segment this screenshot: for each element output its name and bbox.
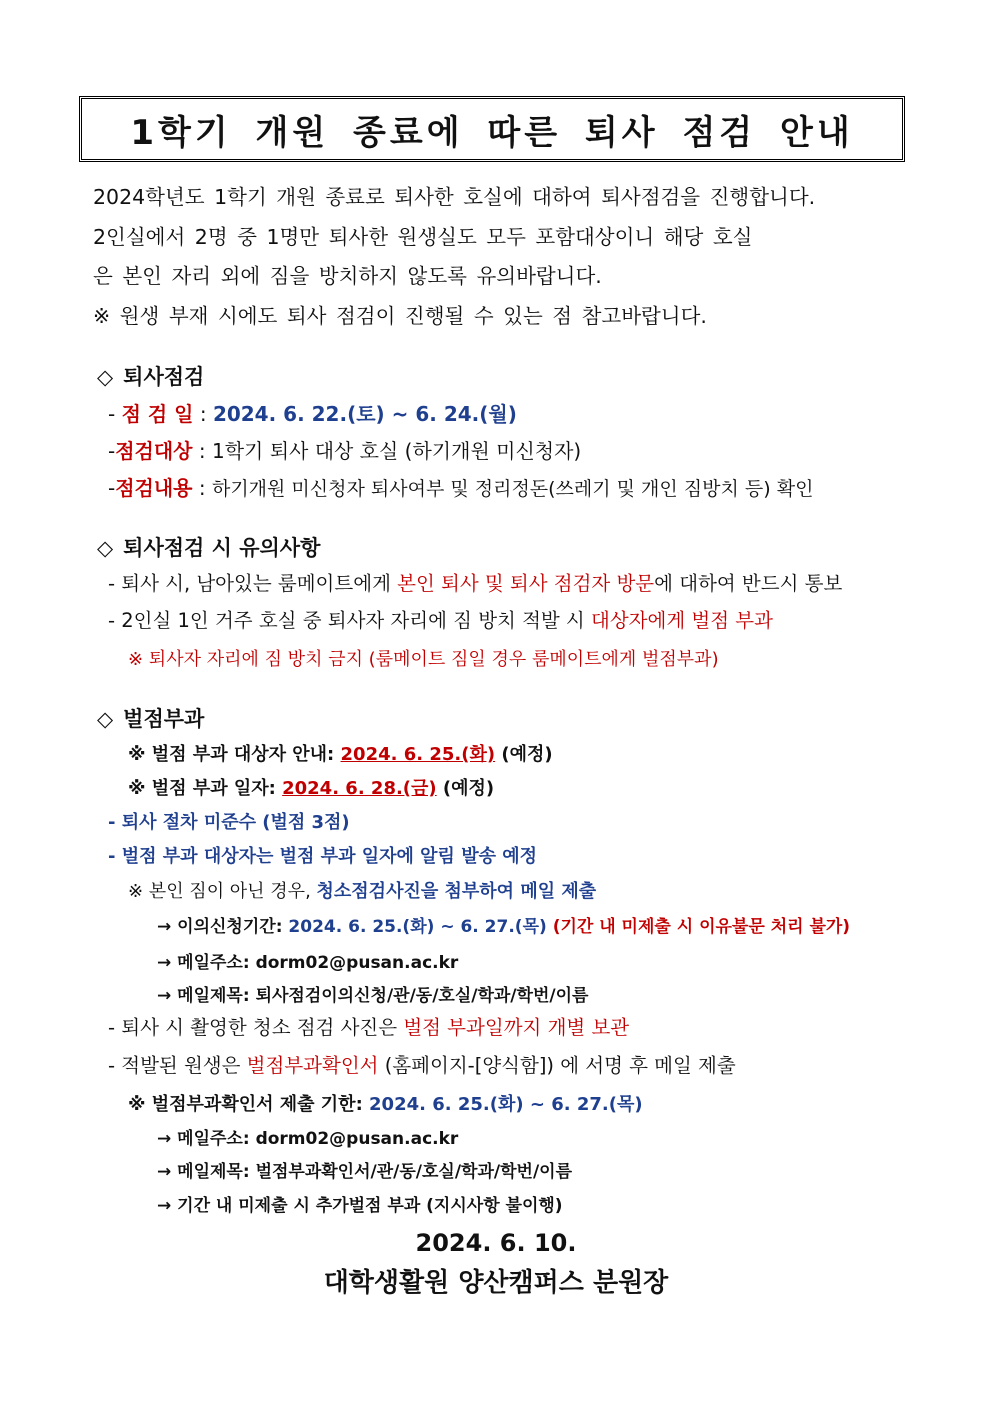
precaution-item-2: - 2인실 1인 거주 호실 중 퇴사자 자리에 짐 방치 적발 시 대상자에게 벌점 부과 — [108, 609, 773, 632]
inspection-date-label: 점 검 일 — [121, 402, 194, 426]
penalty-detail-1: - 퇴사 절차 미준수 (벌점 3점) — [108, 812, 350, 833]
penalty-notice-date: ※ 벌점 부과 대상자 안내: 2024. 6. 25.(화) (예정) — [128, 744, 553, 765]
section-title: 벌점부과 — [123, 707, 205, 731]
precaution-item-1: - 퇴사 시, 남아있는 룸메이트에게 본인 퇴사 및 퇴사 점검자 방문에 대하여 반드시 통보 — [108, 572, 843, 595]
intro-line-2: 2인실에서 2명 중 1명만 퇴사한 원생실도 모두 포함대상이니 해당 호실 — [93, 225, 753, 249]
confirmation-item: - 적발된 원생은 벌점부과확인서 (홈페이지-[양식함]) 에 서명 후 메일 제출 — [108, 1054, 736, 1077]
confirmation-email: → 메일주소: dorm02@pusan.ac.kr — [157, 1129, 459, 1149]
page-title: 1학기 개원 종료에 따른 퇴사 점검 안내 — [130, 112, 854, 153]
objection-subject: → 메일제목: 퇴사점검이의신청/관/동/호실/학과/학번/이름 — [157, 986, 589, 1006]
confirmation-deadline: ※ 벌점부과확인서 제출 기한: 2024. 6. 25.(화) ~ 6. 27.(목) — [128, 1094, 643, 1115]
section-penalty-heading — [97, 706, 204, 732]
section-title: 퇴사점검 — [123, 365, 205, 389]
section-title: 퇴사점검 시 유의사항 — [123, 536, 321, 560]
diamond-icon: ◇ — [97, 707, 114, 731]
section-precautions-heading — [97, 535, 320, 561]
inspection-content-value: 하기개원 미신청자 퇴사여부 및 정리정돈(쓰레기 및 개인 짐방치 등) 확인 — [211, 478, 814, 500]
title-box — [79, 96, 905, 162]
inspection-target-row: -점검대상 : 1학기 퇴사 대상 호실 (하기개원 미신청자) — [108, 439, 582, 463]
inspection-date-row: - 점 검 일 : 2024. 6. 22.(토) ~ 6. 24.(월) — [108, 402, 517, 426]
objection-email: → 메일주소: dorm02@pusan.ac.kr — [157, 953, 459, 973]
inspection-target-label: 점검대상 — [115, 439, 193, 463]
objection-period: → 이의신청기간: 2024. 6. 25.(화) ~ 6. 27.(목) (기간 내 미제출 시 이유불문 처리 불가) — [157, 917, 851, 937]
intro-line-3: 은 본인 자리 외에 짐을 방치하지 않도록 유의바랍니다. — [93, 264, 602, 288]
precaution-note: ※ 퇴사자 자리에 짐 방치 금지 (룸메이트 짐일 경우 룸메이트에게 벌점부과) — [128, 649, 719, 670]
intro-line-4: ※ 원생 부재 시에도 퇴사 점검이 진행될 수 있는 점 참고바랍니다. — [93, 304, 707, 328]
inspection-content-row: -점검내용 : 하기개원 미신청자 퇴사여부 및 정리정돈(쓰레기 및 개인 짐방치 등) 확인 — [108, 476, 814, 500]
section-inspection-heading — [97, 364, 204, 390]
inspection-content-label: 점검내용 — [115, 476, 193, 500]
penalty-date: ※ 벌점 부과 일자: 2024. 6. 28.(금) (예정) — [128, 778, 495, 799]
inspection-target-value: 1학기 퇴사 대상 호실 (하기개원 미신청자) — [211, 439, 582, 463]
photo-keep-item: - 퇴사 시 촬영한 청소 점검 사진은 벌점 부과일까지 개별 보관 — [108, 1016, 630, 1039]
objection-note: ※ 본인 짐이 아닌 경우, 청소점검사진을 첨부하여 메일 제출 — [128, 881, 597, 902]
diamond-icon: ◇ — [97, 365, 114, 389]
issuer: 대학생활원 양산캠퍼스 분원장 — [323, 1268, 669, 1298]
confirmation-late-penalty: → 기간 내 미제출 시 추가벌점 부과 (지시사항 불이행) — [157, 1196, 563, 1216]
intro-line-1: 2024학년도 1학기 개원 종료로 퇴사한 호실에 대하여 퇴사점검을 진행합니다. — [93, 185, 816, 209]
confirmation-subject: → 메일제목: 벌점부과확인서/관/동/호실/학과/학번/이름 — [157, 1162, 572, 1182]
issue-date: 2024. 6. 10. — [415, 1229, 577, 1257]
penalty-detail-2: - 벌점 부과 대상자는 벌점 부과 일자에 알림 발송 예정 — [108, 846, 538, 867]
inspection-date-value: 2024. 6. 22.(토) ~ 6. 24.(월) — [212, 402, 517, 426]
diamond-icon: ◇ — [97, 536, 114, 560]
